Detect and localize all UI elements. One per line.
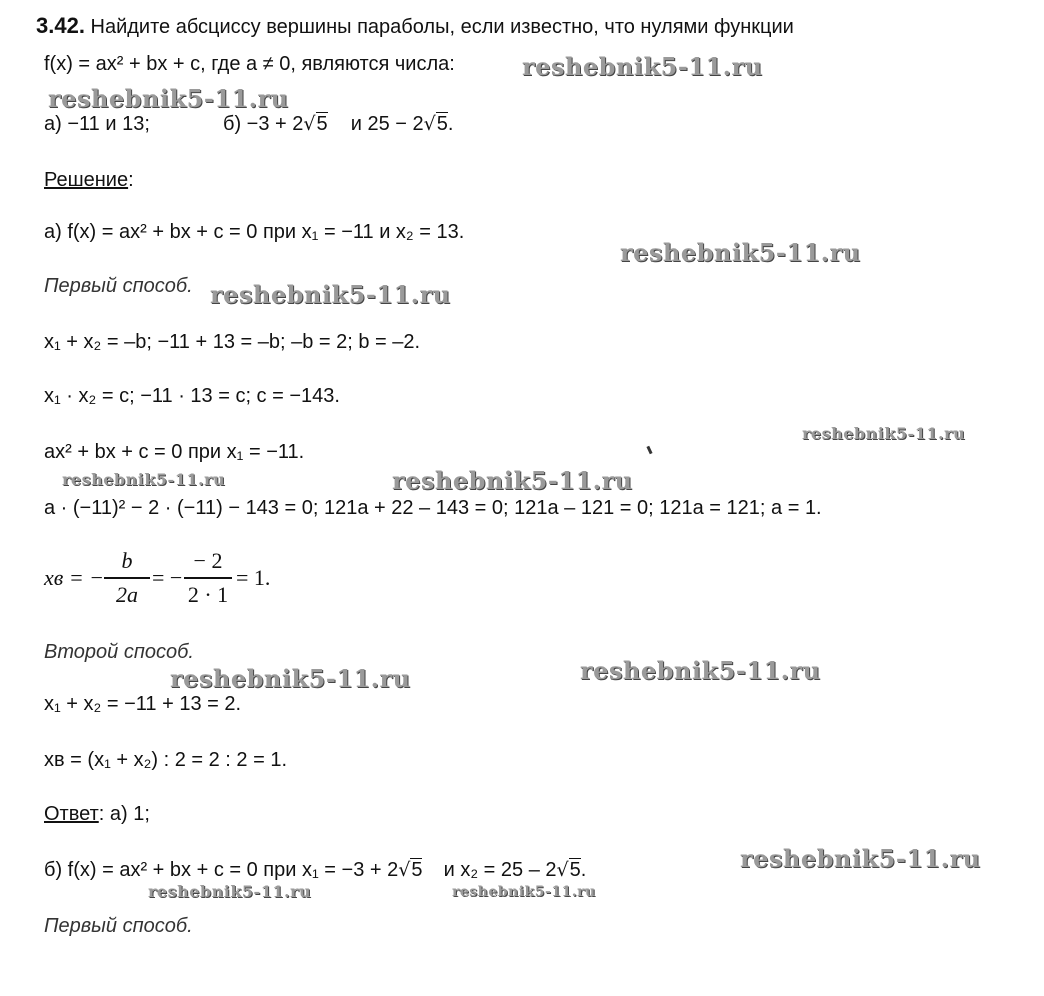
case-a: а) −11 и 13; (44, 113, 150, 135)
solution-heading (44, 168, 134, 192)
sqrt-icon: √ (303, 113, 316, 135)
watermark: reshebnik5-11.ru (62, 470, 226, 489)
vieta-sum: x₁ + x₂ = –b; −11 + 13 = –b; –b = 2; b = –2. (44, 331, 421, 353)
b-line-prefix: б) f(x) = ax² + bx + c = 0 при x₁ = −3 + 2 (44, 859, 399, 881)
case-b-radicand-2: 5 (436, 113, 448, 135)
fraction-1-numerator: b (121, 548, 133, 573)
method-2-label: Второй способ. (44, 641, 194, 663)
case-b-tail: . (447, 113, 454, 135)
answer-label: Ответ (44, 803, 99, 825)
b-line-end: . (580, 859, 587, 881)
watermark: reshebnik5-11.ru (740, 844, 981, 873)
watermark: reshebnik5-11.ru (170, 664, 411, 693)
case-b-and: и 25 − 2 (350, 113, 424, 135)
equation-line: a · (−11)² − 2 · (−11) − 143 = 0; 121a + 22 – 143 = 0; 121a – 121 = 0; 121a = 121; a = 1. (44, 497, 822, 519)
b-line-mid: и x₂ = 25 – 2 (443, 859, 557, 881)
problem-cases (44, 112, 453, 136)
problem-text-1: Найдите абсциссу вершины параболы, если известно, что нулями функции (90, 16, 794, 38)
watermark: reshebnik5-11.ru (48, 84, 289, 113)
watermark: reshebnik5-11.ru (452, 884, 596, 900)
problem-line-1 (36, 14, 794, 39)
substitute-line: ax² + bx + c = 0 при x₁ = −11. (44, 441, 305, 463)
answer-line (44, 802, 150, 826)
watermark: reshebnik5-11.ru (580, 656, 821, 685)
b-line-radicand-1: 5 (411, 859, 423, 881)
vertex-line-2: xв = (x₁ + x₂) : 2 = 2 : 2 = 1. (44, 749, 288, 771)
fraction-2-numerator: − 2 (193, 548, 223, 573)
vieta-product: x₁ · x₂ = c; −11 · 13 = c; c = −143. (44, 385, 340, 407)
solution-heading-label: Решение (44, 169, 129, 191)
watermark: reshebnik5-11.ru (802, 424, 966, 443)
solution-heading-colon: : (128, 169, 134, 191)
sqrt-icon: √ (423, 113, 436, 135)
b-line-radicand-2: 5 (569, 859, 581, 881)
watermark: reshebnik5-11.ru (392, 466, 633, 495)
watermark: reshebnik5-11.ru (522, 52, 763, 81)
sqrt-icon: √ (398, 859, 411, 881)
fraction-1-denominator: 2a (116, 582, 138, 607)
watermark: reshebnik5-11.ru (210, 280, 451, 309)
method-1-label: Первый способ. (44, 275, 193, 297)
case-b-radicand-1: 5 (316, 113, 328, 135)
answer-text: : а) 1; (98, 803, 150, 825)
watermark: reshebnik5-11.ru (620, 238, 861, 267)
method-1b-label: Первый способ. (44, 915, 193, 937)
case-b-prefix: б) −3 + 2 (223, 113, 304, 135)
stray-mark-icon (646, 446, 652, 455)
fraction-2-bar (184, 577, 232, 579)
problem-number: 3.42. (36, 13, 85, 38)
vertex-formula-end: = 1. (236, 565, 271, 590)
vertex-formula-mid: = − (152, 565, 183, 590)
fraction-1-bar (104, 577, 150, 579)
problem-text-2: f(x) = ax² + bx + c, где a ≠ 0, являются числа: (44, 53, 455, 75)
solution-a-line: а) f(x) = ax² + bx + c = 0 при x₁ = −11 и x₂ = 13. (44, 221, 465, 243)
vertex-formula-lhs: xв = − (44, 565, 105, 590)
fraction-2-denominator: 2 · 1 (187, 582, 229, 607)
solution-b-line (44, 858, 586, 882)
sum-line-2: x₁ + x₂ = −11 + 13 = 2. (44, 693, 242, 715)
sqrt-icon: √ (556, 859, 569, 881)
watermark: reshebnik5-11.ru (148, 882, 312, 901)
